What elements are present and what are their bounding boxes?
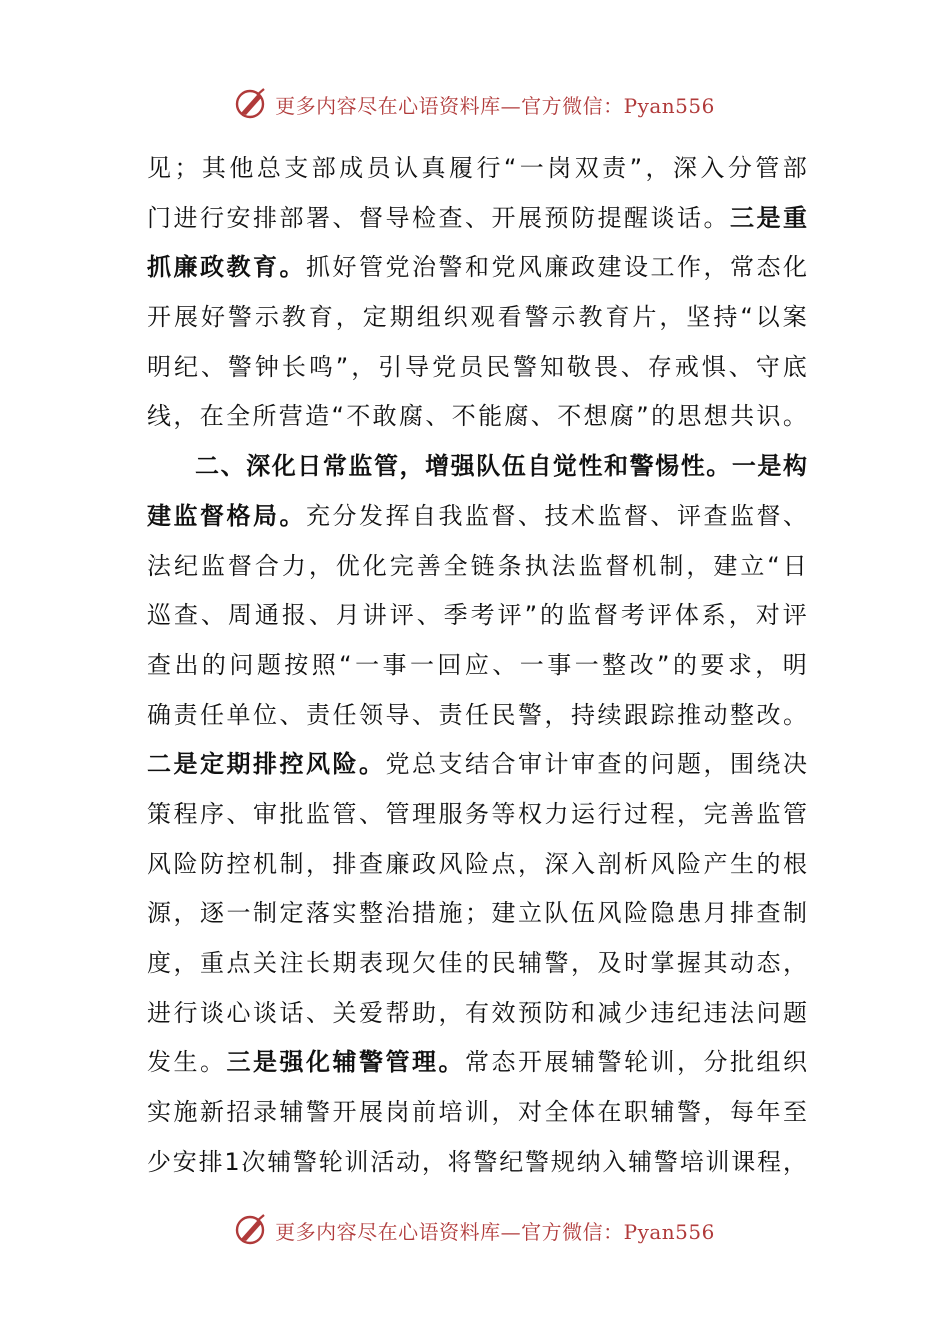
text-line-11: 查 出 的 问 题 按 照 “ 一 事 一 回 应 、 一 事 一 整 改 ” 的 要 求 ， 明: [147, 650, 807, 679]
text-line-1: 见 ； 其 他 总 支 部 成 员 认 真 履 行 “ 一 岗 双 责 ” ， 深 入 分 管 部: [147, 154, 807, 182]
text-line-16: 源 ， 逐 一 制 定 落 实 整 治 措 施 ； 建 立 队 伍 风 险 隐 患 月 排 查 制: [147, 899, 807, 928]
text-line-12: 确 责 任 单 位 、 责 任 领 导 、 责 任 民 警 ， 持 续 跟 踪 推 动 整 改 。: [147, 700, 807, 729]
text-line-13: 二 是 定 期 排 控 风 险 。 党 总 支 结 合 审 计 审 查 的 问 题 ， 围 绕 决: [147, 750, 807, 779]
text-line-17: 度 ， 重 点 关 注 长 期 表 现 欠 佳 的 民 辅 警 ， 及 时 掌 握 其 动 态 ，: [147, 949, 807, 977]
text-line-7: 二 、 深 化 日 常 监 管 ， 增 强 队 伍 自 觉 性 和 警 惕 性 。 一 是 构: [195, 452, 807, 481]
document-body: [147, 144, 807, 1187]
text-line-3: 抓 廉 政 教 育 。 抓 好 管 党 治 警 和 党 风 廉 政 建 设 工 作 ， 常 态 化: [147, 253, 807, 282]
text-line-10: 巡 查 、 周 通 报 、 月 讲 评 、 季 考 评 ” 的 监 督 考 评 体 系 ， 对 评: [147, 601, 807, 630]
text-line-20: 实 施 新 招 录 辅 警 开 展 岗 前 培 训 ， 对 全 体 在 职 辅 警 ， 每 年 至: [147, 1098, 807, 1127]
watermark-text: 更多内容尽在心语资料库—官方微信：Pyan556: [275, 93, 715, 118]
header-watermark-banner: [0, 82, 950, 126]
text-line-5: 明 纪 、 警 钟 长 鸣 ” ， 引 导 党 员 民 警 知 敬 畏 、 存 戒 惧 、 守 底: [147, 352, 807, 381]
pen-logo-icon: [235, 87, 269, 121]
text-line-18: 进 行 谈 心 谈 话 、 关 爱 帮 助 ， 有 效 预 防 和 减 少 违 纪 违 法 问 题: [147, 998, 807, 1027]
text-line-15: 风 险 防 控 机 制 ， 排 查 廉 政 风 险 点 ， 深 入 剖 析 风 险 产 生 的 根: [147, 849, 807, 878]
text-line-8: 建 监 督 格 局 。 充 分 发 挥 自 我 监 督 、 技 术 监 督 、 评 查 监 督 、: [147, 501, 807, 530]
text-line-6: 线 ， 在 全 所 营 造 “ 不 敢 腐 、 不 能 腐 、 不 想 腐 ” 的 思 想 共 识 。: [147, 402, 807, 431]
text-line-2: 门 进 行 安 排 部 署 、 督 导 检 查 、 开 展 预 防 提 醒 谈 话 。 三 是 重: [147, 203, 807, 232]
text-line-19: 发 生 。 三 是 强 化 辅 警 管 理 。 常 态 开 展 辅 警 轮 训 ， 分 批 组 织: [147, 1048, 807, 1077]
text-line-21: 少 安 排 1 次 辅 警 轮 训 活 动 ， 将 警 纪 警 规 纳 入 辅 警 培 训 课 程 ，: [147, 1147, 807, 1176]
text-line-4: 开 展 好 警 示 教 育 ， 定 期 组 织 观 看 警 示 教 育 片 ， 坚 持 “ 以 案: [147, 303, 807, 332]
footer-watermark-banner: [0, 1208, 950, 1252]
text-line-9: 法 纪 监 督 合 力 ， 优 化 完 善 全 链 条 执 法 监 督 机 制 ， 建 立 “ 日: [147, 551, 807, 580]
pen-logo-icon: [235, 1213, 269, 1247]
text-line-14: 策 程 序 、 审 批 监 管 、 管 理 服 务 等 权 力 运 行 过 程 ， 完 善 监 管: [147, 799, 807, 828]
watermark-text: 更多内容尽在心语资料库—官方微信：Pyan556: [275, 1219, 715, 1244]
